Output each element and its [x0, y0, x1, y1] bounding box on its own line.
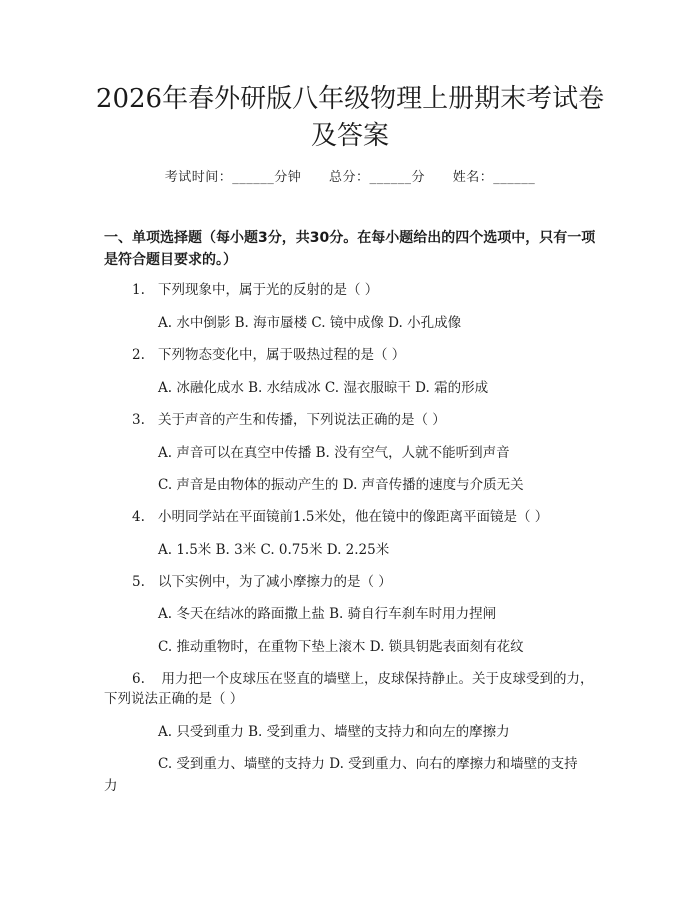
question-number: 3. [132, 412, 145, 428]
exam-info-line: 考试时间：______分钟 总分：______分 姓名：______ [164, 170, 536, 185]
section-heading-line2: 是符合题目要求的。） [104, 252, 237, 268]
question-number: 6. [132, 671, 145, 687]
question-6-options-cd: C. 受到重力、墙壁的支持力 D. 受到重力、向右的摩擦力和墙壁的支持 [158, 756, 578, 772]
question-1 [132, 280, 612, 300]
question-number: 5. [132, 574, 145, 590]
question-text: 下列现象中，属于光的反射的是（ ） [158, 282, 379, 298]
question-5-options-cd: C. 推动重物时，在重物下垫上滚木 D. 锁具钥匙表面刻有花纹 [158, 639, 524, 655]
question-number: 4. [132, 509, 145, 525]
question-number: 2. [132, 347, 145, 363]
question-3-options-cd: C. 声音是由物体的振动产生的 D. 声音传播的速度与介质无关 [158, 477, 524, 493]
question-5-options-ab: A. 冬天在结冰的路面撒上盐 B. 骑自行车刹车时用力捏闸 [158, 606, 497, 622]
question-2-options: A. 冰融化成水 B. 水结成冰 C. 湿衣服晾干 D. 霜的形成 [158, 380, 489, 396]
question-4-options: A. 1.5米 B. 3米 C. 0.75米 D. 2.25米 [158, 542, 390, 558]
question-2 [132, 345, 612, 365]
question-text: 以下实例中，为了减小摩擦力的是（ ） [158, 574, 392, 590]
question-number: 1. [132, 282, 145, 298]
question-3 [132, 410, 612, 430]
page-title-line1: 2026年春外研版八年级物理上册期末考试卷 [95, 84, 605, 114]
question-4 [132, 507, 612, 527]
question-text: 关于声音的产生和传播，下列说法正确的是（ ） [158, 412, 446, 428]
question-6 [132, 669, 593, 689]
question-text: 用力把一个皮球压在竖直的墙壁上，皮球保持静止。关于皮球受到的力， [161, 671, 594, 687]
question-6-options-ab: A. 只受到重力 B. 受到重力、墙壁的支持力和向左的摩擦力 [158, 724, 510, 740]
question-5 [132, 572, 612, 592]
question-1-options: A. 水中倒影 B. 海市蜃楼 C. 镜中成像 D. 小孔成像 [158, 315, 462, 331]
question-6-options-cd-continued: 力 [104, 778, 118, 794]
question-text: 下列物态变化中，属于吸热过程的是（ ） [158, 347, 406, 363]
question-6-text-continued: 下列说法正确的是（ ） [104, 691, 244, 707]
question-text: 小明同学站在平面镜前1.5米处，他在镜中的像距离平面镜是（ ） [158, 509, 549, 525]
question-3-options-ab: A. 声音可以在真空中传播 B. 没有空气，人就不能听到声音 [158, 445, 510, 461]
section-heading-line1: 一、单项选择题（每小题3分，共30分。在每小题给出的四个选项中，只有一项 [104, 230, 596, 246]
page-title-line2: 及答案 [310, 121, 389, 151]
